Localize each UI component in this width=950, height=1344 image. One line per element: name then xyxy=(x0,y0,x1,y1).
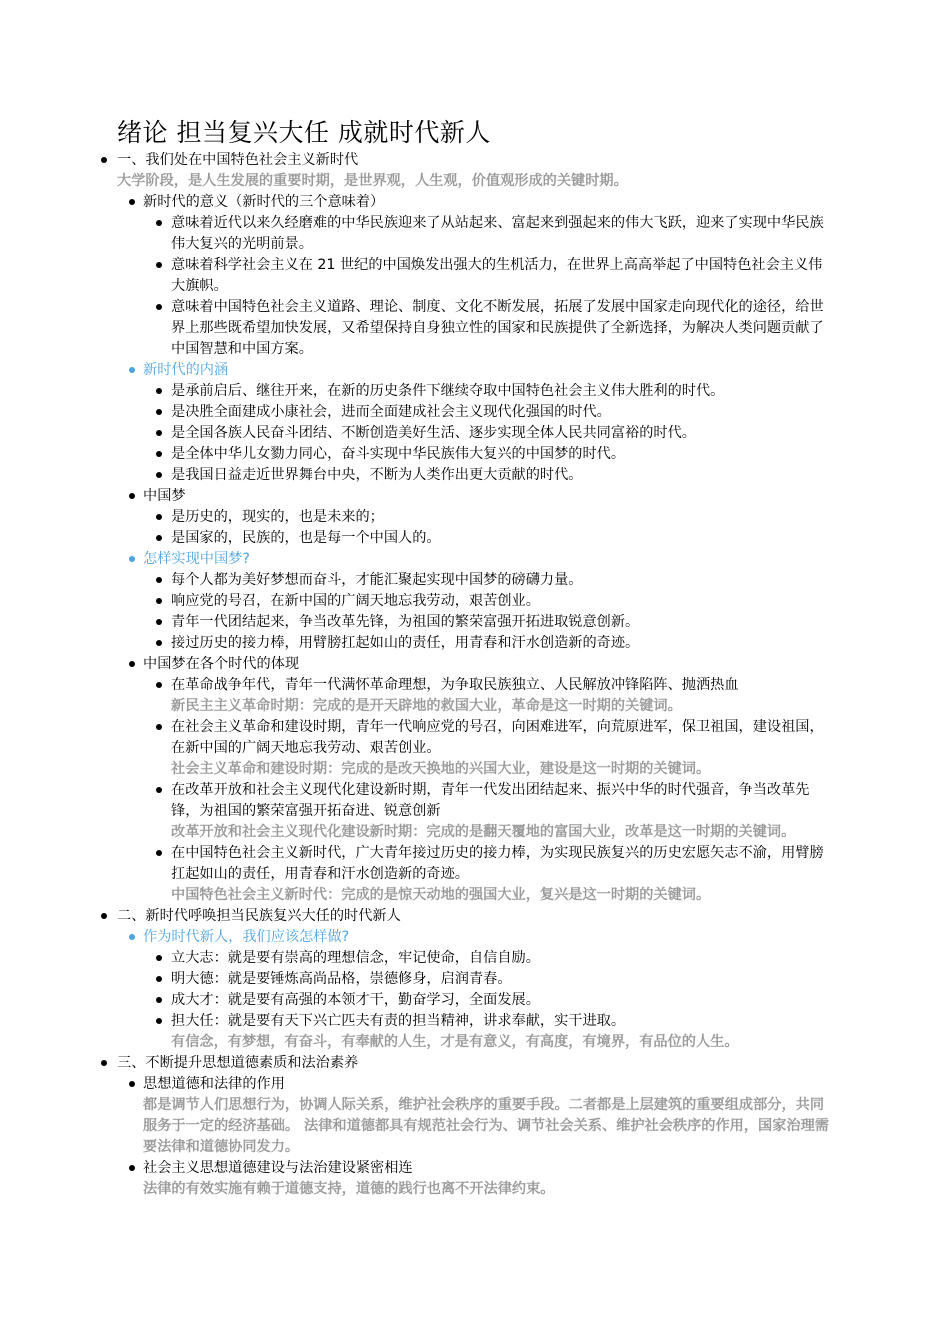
bullet-icon xyxy=(156,1018,162,1024)
list-item: 是我国日益走近世界舞台中央，不断为人类作出更大贡献的时代。 xyxy=(0,465,836,486)
bullet-icon xyxy=(156,472,162,478)
link-heading: 社会主义思想道德建设与法治建设紧密相连 xyxy=(0,1158,950,1179)
list-item: 在改革开放和社会主义现代化建设新时期，青年一代发出团结起来、振兴中华的时代强音，争当改革先锋，为祖国的繁荣富强开拓奋进、锐意创新 xyxy=(0,780,836,822)
section-3-heading: 三、不断提升思想道德素质和法治素养 xyxy=(0,1053,950,1074)
list-item: 意味着近代以来久经磨难的中华民族迎来了从站起来、富起来到强起来的伟大飞跃，迎来了实现中华民族伟大复兴的光明前景。 xyxy=(0,213,836,255)
bullet-icon xyxy=(156,388,162,394)
meaning-heading: 新时代的意义（新时代的三个意味着） xyxy=(0,192,950,213)
bullet-icon xyxy=(156,850,162,856)
bullet-icon xyxy=(129,199,135,205)
list-item: 意味着科学社会主义在 21 世纪的中国焕发出强大的生机活力，在世界上高高举起了中国特色社会主义伟大旗帜。 xyxy=(0,255,836,297)
section-2-heading: 二、新时代呼唤担当民族复兴大任的时代新人 xyxy=(0,906,950,927)
bullet-icon xyxy=(156,262,162,268)
list-item: 每个人都为美好梦想而奋斗，才能汇聚起实现中国梦的磅礴力量。 xyxy=(0,570,836,591)
list-item: 意味着中国特色社会主义道路、理论、制度、文化不断发展，拓展了发展中国家走向现代化的途径，给世界上那些既希望加快发展，又希望保持自身独立性的国家和民族提供了全新选择，为解决人类问题贡献了中国智慧和中国方案。 xyxy=(0,297,836,360)
bullet-icon xyxy=(101,913,107,919)
howto-heading: 怎样实现中国梦? xyxy=(0,549,950,570)
list-item: 成大才：就是要有高强的本领才干，勤奋学习，全面发展。 xyxy=(0,990,836,1011)
bullet-icon xyxy=(129,493,135,499)
bullet-icon xyxy=(156,577,162,583)
eras-heading: 中国梦在各个时代的体现 xyxy=(0,654,950,675)
list-item: 是承前启后、继往开来，在新的历史条件下继续夺取中国特色社会主义伟大胜利的时代。 xyxy=(0,381,836,402)
bullet-icon xyxy=(129,367,135,373)
bullet-icon xyxy=(156,598,162,604)
question-heading: 作为时代新人，我们应该怎样做? xyxy=(0,927,950,948)
bullet-icon xyxy=(129,934,135,940)
bullet-icon xyxy=(156,451,162,457)
bullet-icon xyxy=(156,724,162,730)
bullet-icon xyxy=(129,1081,135,1087)
list-item: 是决胜全面建成小康社会，进而全面建成社会主义现代化强国的时代。 xyxy=(0,402,836,423)
bullet-icon xyxy=(156,220,162,226)
era-note: 新民主主义革命时期：完成的是开天辟地的救国大业，革命是这一时期的关键词。 xyxy=(171,698,682,714)
bullet-icon xyxy=(101,157,107,163)
era-note: 中国特色社会主义新时代：完成的是惊天动地的强国大业，复兴是这一时期的关键词。 xyxy=(171,887,711,903)
section-1-note: 大学阶段，是人生发展的重要时期，是世界观，人生观，价值观形成的关键时期。 xyxy=(117,173,628,189)
list-item: 在革命战争年代，青年一代满怀革命理想，为争取民族独立、人民解放冲锋陷阵、抛洒热血 xyxy=(0,675,836,696)
bullet-icon xyxy=(129,1165,135,1171)
list-item: 在中国特色社会主义新时代，广大青年接过历史的接力棒，为实现民族复兴的历史宏愿矢志不渝，用臂膀扛起如山的责任，用青春和汗水创造新的奇迹。 xyxy=(0,843,836,885)
outline xyxy=(0,150,950,1200)
bullet-icon xyxy=(156,514,162,520)
bullet-icon xyxy=(129,556,135,562)
connotation-heading: 新时代的内涵 xyxy=(0,360,950,381)
list-item: 是国家的，民族的，也是每一个中国人的。 xyxy=(0,528,836,549)
section-1-heading: 一、我们处在中国特色社会主义新时代 xyxy=(0,150,950,171)
list-item: 在社会主义革命和建设时期，青年一代响应党的号召，向困难进军，向荒原进军，保卫祖国，建设祖国，在新中国的广阔天地忘我劳动、艰苦创业。 xyxy=(0,717,836,759)
bullet-icon xyxy=(156,787,162,793)
bullet-icon xyxy=(156,682,162,688)
bullet-icon xyxy=(156,976,162,982)
question-note: 有信念，有梦想，有奋斗，有奉献的人生，才是有意义，有高度，有境界，有品位的人生。 xyxy=(171,1034,739,1050)
list-item: 立大志：就是要有崇高的理想信念，牢记使命，自信自励。 xyxy=(0,948,836,969)
page-title: 绪论 担当复兴大任 成就时代新人 xyxy=(117,118,491,147)
role-note: 都是调节人们思想行为，协调人际关系，维护社会秩序的重要手段。二者都是上层建筑的重要组成部分，共同服务于一定的经济基础。 法律和道德都具有规范社会行为、调节社会关系、维护社会秩序的作用，国家治理需要法律和道德协同发力。 xyxy=(143,1097,829,1155)
list-item: 明大德：就是要锤炼高尚品格，崇德修身，启润青春。 xyxy=(0,969,836,990)
bullet-icon xyxy=(129,661,135,667)
bullet-icon xyxy=(101,1060,107,1066)
list-item: 是全体中华儿女勠力同心，奋斗实现中华民族伟大复兴的中国梦的时代。 xyxy=(0,444,836,465)
bullet-icon xyxy=(156,640,162,646)
list-item: 接过历史的接力棒，用臂膀扛起如山的责任，用青春和汗水创造新的奇迹。 xyxy=(0,633,836,654)
era-note: 改革开放和社会主义现代化建设新时期：完成的是翻天覆地的富国大业，改革是这一时期的关键词。 xyxy=(171,824,796,840)
bullet-icon xyxy=(156,304,162,310)
bullet-icon xyxy=(156,955,162,961)
bullet-icon xyxy=(156,997,162,1003)
list-item: 响应党的号召，在新中国的广阔天地忘我劳动，艰苦创业。 xyxy=(0,591,836,612)
era-note: 社会主义革命和建设时期：完成的是改天换地的兴国大业，建设是这一时期的关键词。 xyxy=(171,761,711,777)
list-item: 青年一代团结起来，争当改革先锋，为祖国的繁荣富强开拓进取锐意创新。 xyxy=(0,612,836,633)
bullet-icon xyxy=(156,409,162,415)
dream-heading: 中国梦 xyxy=(0,486,950,507)
role-heading: 思想道德和法律的作用 xyxy=(0,1074,950,1095)
list-item: 是历史的，现实的，也是未来的； xyxy=(0,507,836,528)
bullet-icon xyxy=(156,619,162,625)
link-note: 法律的有效实施有赖于道德支持，道德的践行也离不开法律约束。 xyxy=(143,1181,555,1197)
list-item: 担大任：就是要有天下兴亡匹夫有责的担当精神，讲求奉献，实干进取。 xyxy=(0,1011,836,1032)
bullet-icon xyxy=(156,535,162,541)
list-item: 是全国各族人民奋斗团结、不断创造美好生活、逐步实现全体人民共同富裕的时代。 xyxy=(0,423,836,444)
bullet-icon xyxy=(156,430,162,436)
